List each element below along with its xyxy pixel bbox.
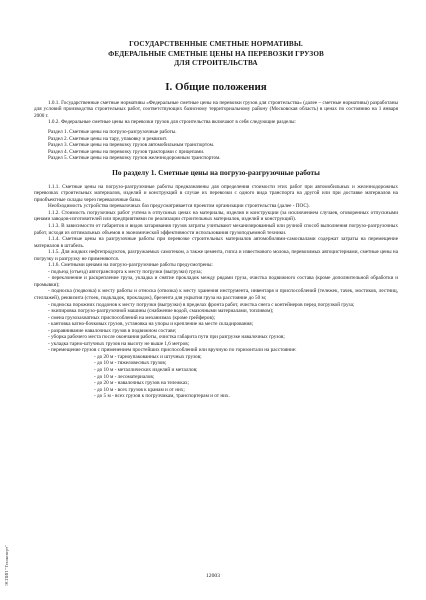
work-item: - подноска (подвозка) к месту работы и относка (отвозка) к месту хранения инструмента, инвентаря и приспособлений (тележек, тачек, мостиков, лестниц, стеллажей), реквизита (стоек, подкладок, прокладок), брезента для укрытия груза на расстояние до 50 м; [34, 288, 398, 301]
distance-item: - до 20 м - навалочных грузов на тележках; [94, 380, 190, 387]
paragraph: Необходимость устройства перевалочных баз предусматривается проектом организации строительства (далее - ПОС). [48, 203, 310, 210]
paragraph: 1.1.2. Стоимость погрузочных работ учтена в отпускных ценах на материалы, изделия и конструкции (за исключением случаев, оговоренных отпускными ценами заводов-изготовителей или предприятиями по реализации строительных материалов, изделий и конструкций). [34, 209, 398, 223]
paragraph: 1.1.3. В зависимости от габаритов и видов затаривания грузов затраты учитывают механизированный или ручной способ выполнения погрузо-разгрузочных работ, исходя из оптимальных объемов и экономической эффективности использования грузоподъемной техники. [34, 222, 398, 236]
header-line-3: ДЛЯ СТРОИТЕЛЬСТВА [174, 59, 258, 68]
paragraph: 1.1.6. Сметными ценами на погрузо-разгрузочные работы предусмотрены: [48, 262, 213, 269]
paragraph-1-0-2: 1.0.2. Федеральные сметные цены на перевозки грузов для строительства включают в себя следующие разделы: [48, 119, 296, 126]
document-page [34, 40, 398, 400]
work-item: - подноска порожних поддонов к месту погрузки (выгрузки) в пределах фронта работ, очистка снега с контейнеров перед погрузкой груза; [48, 301, 355, 308]
list-item: Раздел 2. Сметные цены на тару, упаковку и реквизит. [48, 135, 168, 142]
distance-item: - до 20 м - тарноупакованных и штучных грузов; [94, 353, 202, 360]
section-title-loading: По разделу 1. Сметные цены на погрузо-разгрузочные работы [112, 167, 320, 177]
header-line-1: ГОСУДАРСТВЕННЫЕ СМЕТНЫЕ НОРМАТИВЫ. [129, 40, 303, 48]
work-item: - смена грузозахватных приспособлений на механизмах (кроме грейферов); [48, 314, 216, 321]
side-watermark-note: ЭСПИП "Техэксперт" [4, 545, 9, 586]
distance-item: - до 10 м - металлических изделий и металлов; [94, 367, 198, 374]
work-item: - экипировка погрузо-разгрузочной машины (снабжение водой, смазочными материалами, топливом); [48, 308, 274, 315]
list-item: Раздел 5. Сметные цены на перевозку грузов железнодорожным транспортом. [48, 155, 221, 162]
work-item: - подъезд (отъезд) автотранспорта к месту погрузки (выгрузки) груза; [48, 268, 202, 275]
page-number: 12003 [206, 573, 220, 579]
work-item: - уборка рабочего места после окончания работы, очистка габарита пути при разгрузке навалочных грузов; [48, 334, 285, 341]
list-item: Раздел 1. Сметные цены на погрузо-разгрузочные работы. [48, 128, 177, 135]
sections-list [34, 129, 398, 162]
work-item: - кантовка катно-бочковых грузов, установка на упоры и крепление на месте складирования; [48, 321, 254, 328]
paragraph-1-0-1: 1.0.1. Государственные сметные нормативы «Федеральные сметные цены на перевозки грузов для строительства» (далее – сметные нормативы) разработаны для условий производства строительных работ, соответствующих базисному территориальному району (Московская область) в ценах по состоянию на 1 января 2000 г. [34, 99, 398, 119]
list-item: Раздел 3. Сметные цены на перевозку грузов автомобильным транспортом. [48, 142, 215, 149]
distance-list [34, 354, 398, 400]
paragraph: 1.1.5. Для жидких нефтепродуктов, разгружаемых самотеком, а также цемента, гипса и известкового молока, перевозимых автоцистернами, сметные цены на погрузку и разгрузку не применяются. [34, 249, 398, 262]
distance-item: - до 10 м - лесоматериалов; [94, 373, 155, 380]
paragraph: 1.1.1. Сметные цены на погрузо-разгрузочные работы предназначены для определения стоимости этих работ при автомобильных и железнодорожных перевозках строительных материалов, изделий и конструкций в случае их перевозки с одного вида транспорта на другой или при доставке материалов на приобъектные склады через перевалочные базы. [34, 183, 398, 203]
section-title-general: I. Общие положения [165, 80, 267, 93]
distance-item: - до 5 м - всех грузов к погрузчикам, транспортерам и от них. [94, 393, 230, 400]
document-header [34, 40, 398, 69]
distance-item: - до 10 м - всех грузов к кранам и от них; [94, 386, 185, 393]
list-item: Раздел 4. Сметные цены на перевозку грузов тракторами с прицепами. [48, 148, 205, 155]
paragraph: 1.1.4. Сметные цены на разгрузочные работы при перевозке строительных материалов автомобилями-самосвалами содержат затраты на перемещение материалов в штабель. [34, 236, 398, 249]
distance-item: - до 10 м - тяжеловесных грузов; [94, 360, 167, 367]
header-line-2: ФЕДЕРАЛЬНЫЕ СМЕТНЫЕ ЦЕНЫ НА ПЕРЕВОЗКИ ГРУЗОВ [108, 49, 324, 58]
work-item: - разравнивание навалочных грузов в подвижном составе; [48, 327, 177, 334]
work-item: - перемещение грузов с применением простейших приспособлений или вручную по горизонтали на расстояние: [48, 347, 297, 354]
work-item: - укладка тарно-штучных грузов на высоту не выше 1,6 метров; [48, 340, 190, 347]
work-item: - переклонение и раскрепление груза, укладка и снятие прокладок между рядами груза, очистка подвижного состава (кроме дополнительной обработки и промывки); [34, 275, 398, 288]
